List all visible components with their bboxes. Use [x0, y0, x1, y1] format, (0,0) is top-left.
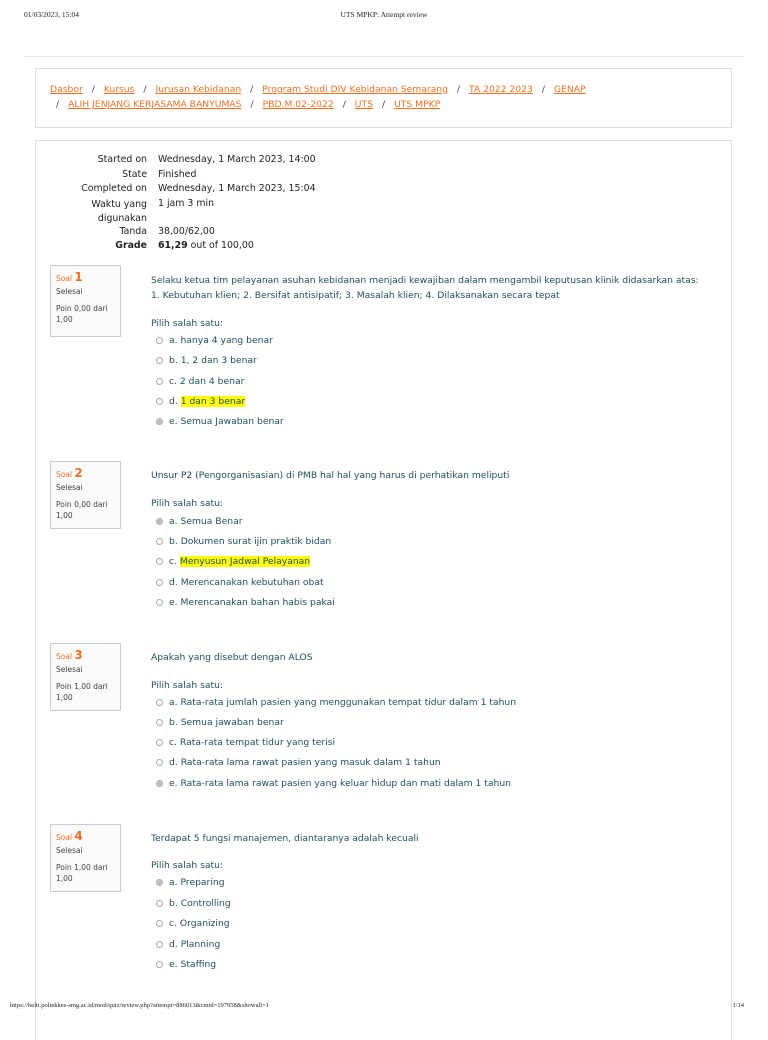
option-3b[interactable]: b. Semua jawaban benar	[156, 717, 284, 728]
radio-icon[interactable]	[156, 398, 163, 405]
print-url: https://helti.poltekkes-smg.ac.id/mod/quiz/review.php?attempt=886013&cmid=197958&showall=1	[10, 1002, 269, 1009]
option-1e[interactable]: e. Semua Jawaban benar	[156, 416, 284, 427]
option-1a[interactable]: a. hanya 4 yang benar	[156, 335, 273, 346]
question-prompt-3: Pilih salah satu:	[151, 680, 224, 691]
radio-selected-icon[interactable]	[156, 879, 163, 886]
option-2e[interactable]: e. Merencanakan bahan habis pakai	[156, 597, 335, 608]
option-2d[interactable]: d. Merencanakan kebutuhan obat	[156, 577, 324, 588]
option-1c[interactable]: c. 2 dan 4 benar	[156, 376, 244, 387]
option-4b[interactable]: b. Controlling	[156, 898, 231, 909]
radio-icon[interactable]	[156, 378, 163, 385]
radio-selected-icon[interactable]	[156, 418, 163, 425]
breadcrumb-link-pbd[interactable]: PBD.M.02-2022	[262, 99, 334, 110]
option-3a[interactable]: a. Rata-rata jumlah pasien yang menggunakan tempat tidur dalam 1 tahun	[156, 697, 516, 708]
radio-icon[interactable]	[156, 699, 163, 706]
option-1b[interactable]: b. 1, 2 dan 3 benar	[156, 355, 257, 366]
highlighted-answer: 1 dan 3 benar	[180, 396, 246, 407]
question-info-2: Soal 2 Selesai Poin 0,00 dari 1,00	[50, 461, 121, 529]
radio-icon[interactable]	[156, 961, 163, 968]
divider	[24, 56, 744, 57]
breadcrumb-link-ta[interactable]: TA 2022 2023	[469, 84, 533, 95]
question-prompt-1: Pilih salah satu:	[151, 318, 224, 329]
radio-icon[interactable]	[156, 920, 163, 927]
print-title: UTS MPKP: Attempt review	[340, 10, 428, 19]
highlighted-answer: Menyusun Jadwal Pelayanan	[179, 556, 311, 567]
breadcrumb-line-1: Dasbor / Kursus / Jurusan Kebidanan / Program Studi DIV Kebidanan Semarang / TA 2022 2023 / GENAP	[50, 84, 586, 95]
radio-icon[interactable]	[156, 599, 163, 606]
radio-icon[interactable]	[156, 759, 163, 766]
breadcrumb-link-genap[interactable]: GENAP	[553, 84, 586, 95]
radio-icon[interactable]	[156, 579, 163, 586]
option-4d[interactable]: d. Planning	[156, 939, 220, 950]
page-number: 1/14	[732, 1002, 744, 1009]
radio-selected-icon[interactable]	[156, 780, 163, 787]
option-1d[interactable]: d. 1 dan 3 benar	[156, 396, 245, 407]
question-text-4: Terdapat 5 fungsi manajemen, diantaranya adalah kecuali	[151, 833, 419, 844]
question-text-1: Selaku ketua tim pelayanan asuhan kebidanan menjadi kewajiban dalam mengambil keputusan klinik didasarkan atas: 1. Kebutuhan klien; 2. Bersifat antisipatif; 3. Masalah klien; 4. Dilaksanakan secara tepat	[151, 275, 699, 301]
radio-icon[interactable]	[156, 357, 163, 364]
option-4e[interactable]: e. Staffing	[156, 959, 216, 970]
breadcrumb	[35, 68, 732, 128]
radio-icon[interactable]	[156, 558, 163, 565]
print-header	[0, 10, 768, 22]
radio-icon[interactable]	[156, 337, 163, 344]
breadcrumb-link-uts-mpkp[interactable]: UTS MPKP	[394, 99, 441, 110]
option-4a[interactable]: a. Preparing	[156, 877, 225, 888]
option-2a[interactable]: a. Semua Benar	[156, 516, 242, 527]
question-info-1: Soal 1 Selesai Poin 0,00 dari 1,00	[50, 265, 121, 337]
question-info-4: Soal 4 Selesai Poin 1,00 dari 1,00	[50, 824, 121, 892]
breadcrumb-link-dasbor[interactable]: Dasbor	[50, 84, 83, 95]
breadcrumb-link-prodi[interactable]: Program Studi DIV Kebidanan Semarang	[262, 84, 448, 95]
radio-icon[interactable]	[156, 719, 163, 726]
breadcrumb-line-2: / ALIH JENJANG KERJASAMA BANYUMAS / PBD.M.02-2022 / UTS / UTS MPKP	[56, 99, 441, 110]
question-text-2: Unsur P2 (Pengorganisasian) di PMB hal hal yang harus di perhatikan meliputi	[151, 470, 510, 481]
option-3c[interactable]: c. Rata-rata tempat tidur yang terisi	[156, 737, 335, 748]
radio-icon[interactable]	[156, 538, 163, 545]
question-text-3: Apakah yang disebut dengan ALOS	[151, 652, 313, 663]
radio-icon[interactable]	[156, 739, 163, 746]
breadcrumb-link-kursus[interactable]: Kursus	[103, 84, 135, 95]
question-prompt-4: Pilih salah satu:	[151, 860, 224, 871]
print-footer	[0, 1002, 768, 1014]
print-datetime: 01/03/2023, 15:04	[24, 10, 80, 19]
radio-selected-icon[interactable]	[156, 518, 163, 525]
option-2c[interactable]: c. Menyusun Jadwal Pelayanan	[156, 556, 310, 567]
breadcrumb-link-jurusan[interactable]: Jurusan Kebidanan	[155, 84, 242, 95]
option-3e[interactable]: e. Rata-rata lama rawat pasien yang keluar hidup dan mati dalam 1 tahun	[156, 778, 511, 789]
radio-icon[interactable]	[156, 941, 163, 948]
option-4c[interactable]: c. Organizing	[156, 918, 230, 929]
breadcrumb-link-alih-jenjang[interactable]: ALIH JENJANG KERJASAMA BANYUMAS	[68, 99, 242, 110]
option-3d[interactable]: d. Rata-rata lama rawat pasien yang masuk dalam 1 tahun	[156, 757, 441, 768]
question-prompt-2: Pilih salah satu:	[151, 498, 224, 509]
option-2b[interactable]: b. Dokumen surat ijin praktik bidan	[156, 536, 331, 547]
breadcrumb-link-uts[interactable]: UTS	[354, 99, 373, 110]
radio-icon[interactable]	[156, 900, 163, 907]
question-info-3: Soal 3 Selesai Poin 1,00 dari 1,00	[50, 643, 121, 711]
